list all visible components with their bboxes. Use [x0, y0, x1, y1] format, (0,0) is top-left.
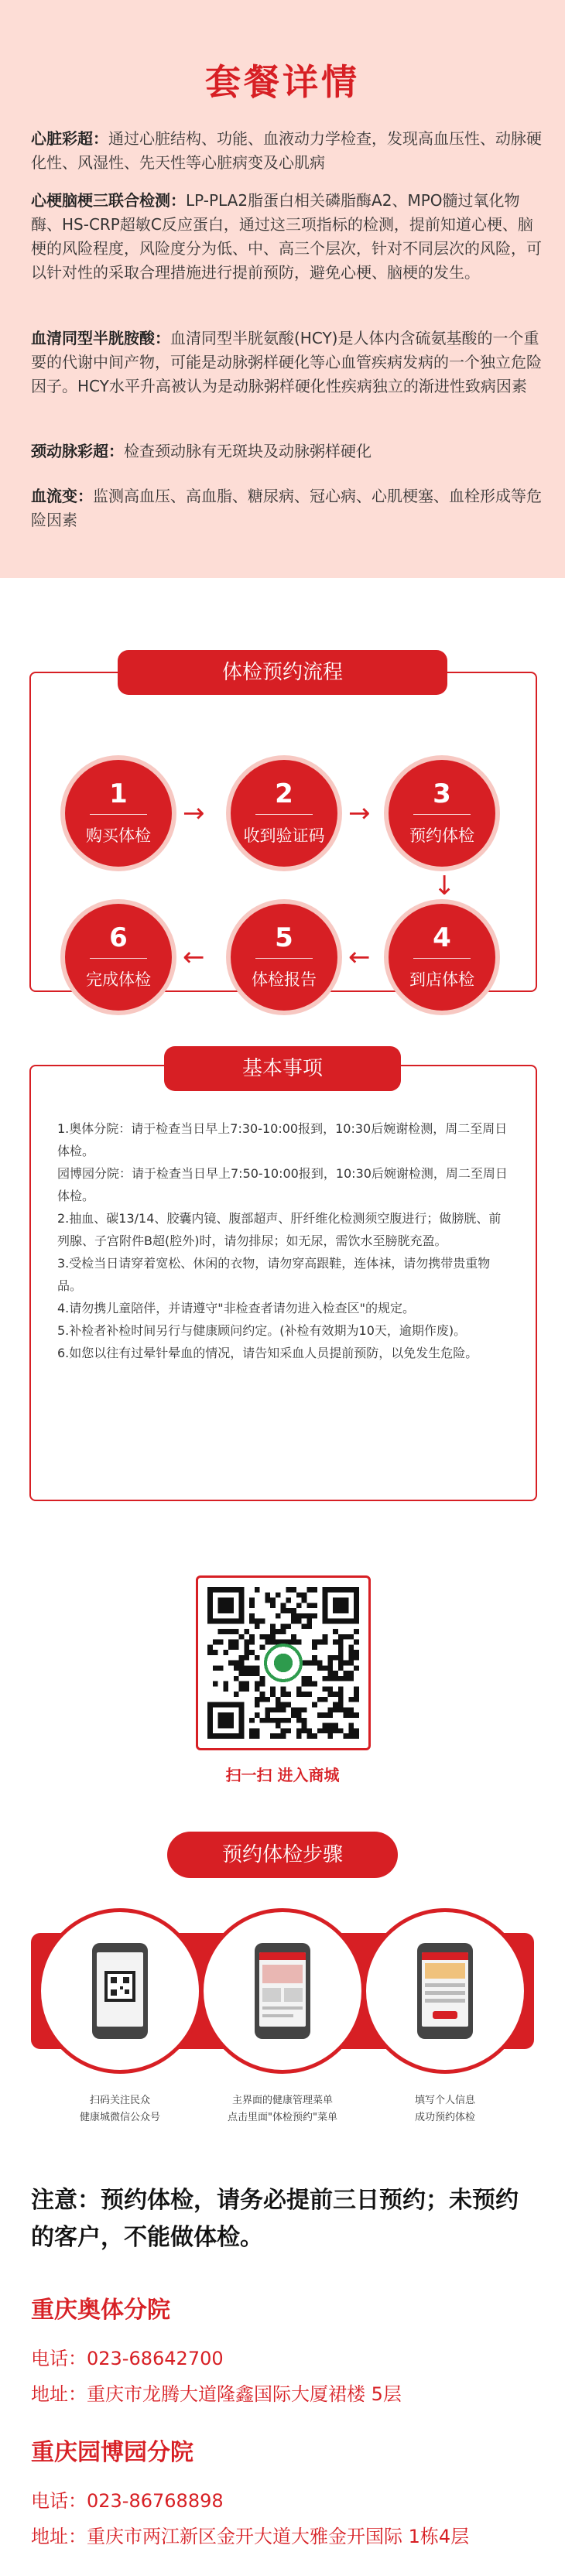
package-details-panel	[0, 0, 565, 578]
booking-step-1-caption: 扫码关注民众 健康城微信公众号	[79, 2095, 160, 2123]
arrow-left-icon: ←	[348, 942, 371, 973]
item-text: 监测高血压、高血脂、糖尿病、冠心病、心肌梗塞、血栓形成等危险因素	[31, 487, 542, 529]
package-item-triple-test	[31, 189, 542, 285]
booking-title: 预约体检步骤	[167, 1832, 398, 1878]
item-label: 颈动脉彩超：	[31, 442, 124, 460]
branch-phone-aoti[interactable]: 电话：023-68642700	[31, 2348, 224, 2369]
phone-icon	[417, 1943, 473, 2039]
booking-step-1-circle	[37, 1908, 203, 2074]
item-text: 血清同型半胱氨酸(HCY)是人体内含硫氨基酸的一个重要的代谢中间产物，可能是动脉粥样硬化等心血管疾病发病的一个独立危险因子。HCY水平升高被认为是动脉粥样硬化性疾病独立的渐进性致病因素	[31, 329, 542, 395]
process-step-1: 1 购买体检	[65, 760, 172, 867]
notes-list	[57, 1117, 512, 1364]
note-line: 2.抽血、碳13/14、胶囊内镜、腹部超声、肝纤维化检测须空腹进行；做膀胱、前列腺、子宫附件B超(腔外)时，请勿排尿；如无尿，需饮水至膀胱充盈。	[57, 1211, 502, 1248]
process-step-2: 2 收到验证码	[231, 760, 337, 867]
process-step-6: 6 完成体检	[65, 904, 172, 1011]
branch-phone-yuanboyuan[interactable]: 电话：023-86768898	[31, 2490, 224, 2512]
item-text: 通过心脏结构、功能、血液动力学检查，发现高血压性、动脉硬化性、风湿性、先天性等心脏病变及心肌病	[31, 129, 542, 172]
package-title: 套餐详情	[205, 61, 360, 103]
notes-title: 基本事项	[164, 1046, 401, 1091]
package-item-hemorheology	[31, 484, 542, 532]
item-text: LP-PLA2脂蛋白相关磷脂酶A2、MPO髓过氧化物酶、HS-CRP超敏C反应蛋白，通过这三项指标的检测，提前知道心梗、脑梗的风险程度，风险度分为低、中、高三个层次，针对不同层次的风险，可以针对性的采取合理措施进行提前预防，避免心梗、脑梗的发生。	[31, 191, 542, 282]
process-title: 体检预约流程	[118, 650, 447, 695]
branch-address-aoti: 地址：重庆市龙腾大道隆鑫国际大厦裙楼 5层	[31, 2383, 402, 2405]
booking-notice: 注意：预约体检，请务必提前三日预约；未预约的客户，不能做体检。	[31, 2187, 519, 2251]
package-item-hcy	[31, 327, 542, 399]
note-line: 4.请勿携儿童陪伴，并请遵守"非检查者请勿进入检查区"的规定。	[57, 1301, 415, 1315]
process-step-3: 3 预约体检	[389, 760, 495, 867]
phone-icon	[92, 1943, 148, 2039]
item-text: 检查颈动脉有无斑块及动脉粥样硬化	[124, 442, 372, 460]
qr-code-frame[interactable]	[196, 1575, 371, 1750]
arrow-down-icon: ↓	[433, 871, 456, 901]
note-line: 1.奥体分院：请于检查当日早上7:30-10:00报到，10:30后婉谢检测，周二至周日体检。	[57, 1121, 508, 1158]
branch-name-aoti: 重庆奥体分院	[31, 2297, 170, 2324]
package-item-cardiac-ultrasound	[31, 127, 542, 175]
phone-icon	[255, 1943, 310, 2039]
note-line: 5.补检者补检时间另行与健康顾问约定。(补检有效期为10天，逾期作废)。	[57, 1323, 467, 1338]
arrow-right-icon: →	[348, 798, 371, 829]
arrow-right-icon: →	[183, 798, 205, 829]
item-label: 血清同型半胱胺酸：	[31, 329, 170, 347]
note-line: 3.受检当日请穿着宽松、休闲的衣物，请勿穿高跟鞋，连体袜，请勿携带贵重物品。	[57, 1256, 491, 1293]
notes-frame	[29, 1065, 537, 1501]
branch-address-yuanboyuan: 地址：重庆市两江新区金开大道大雅金开国际 1栋4层	[31, 2526, 470, 2547]
booking-step-3-caption: 填写个人信息 成功预约体检	[414, 2095, 475, 2123]
branch-name-yuanboyuan: 重庆园博园分院	[31, 2439, 193, 2466]
package-item-carotid	[31, 440, 542, 464]
qr-code-icon[interactable]	[207, 1587, 359, 1739]
booking-step-2-caption: 主界面的健康管理菜单 点击里面"体检预约"菜单	[228, 2095, 337, 2123]
process-step-4: 4 到店体检	[389, 904, 495, 1011]
qr-caption: 扫一扫 进入商城	[225, 1766, 340, 1784]
process-step-5: 5 体检报告	[231, 904, 337, 1011]
item-label: 心脏彩超：	[31, 129, 108, 148]
note-line: 6.如您以往有过晕针晕血的情况，请告知采血人员提前预防，以免发生危险。	[57, 1346, 478, 1360]
booking-step-2-circle	[200, 1908, 365, 2074]
arrow-left-icon: ←	[183, 942, 205, 973]
note-line: 园博园分院：请于检查当日早上7:50-10:00报到，10:30后婉谢检测，周二至周日体检。	[57, 1166, 508, 1203]
item-label: 心梗脑梗三联合检测：	[31, 191, 186, 210]
item-label: 血流变：	[31, 487, 93, 505]
booking-step-3-circle	[362, 1908, 528, 2074]
